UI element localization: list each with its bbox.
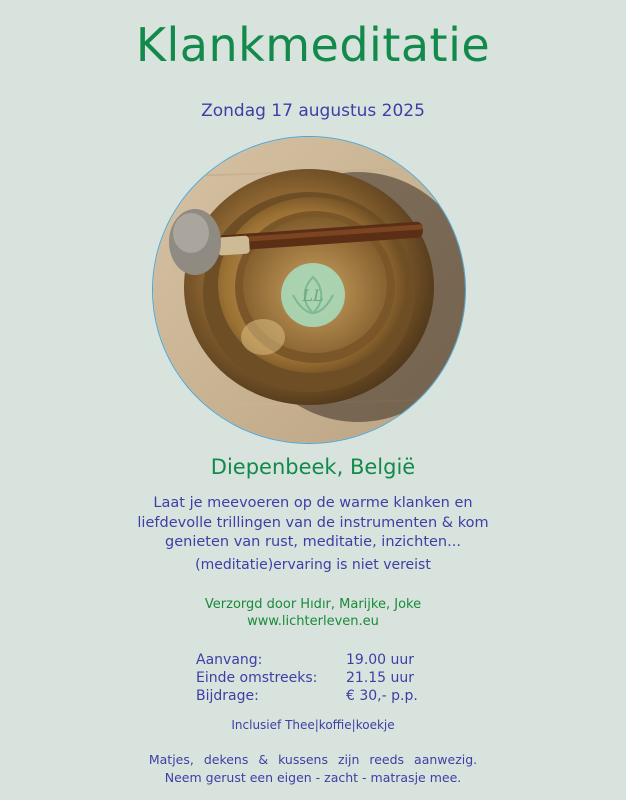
event-info-table <box>196 652 446 706</box>
intro-line: genieten van rust, meditatie, inzichten... <box>165 534 461 550</box>
page-title: Klankmeditatie <box>135 18 491 72</box>
logo-letters: LL <box>302 286 324 305</box>
end-label: Einde omstreeks: <box>196 670 318 686</box>
start-label: Aanvang: <box>196 652 263 668</box>
event-date: Zondag 17 augustus 2025 <box>201 101 425 121</box>
intro-line: Laat je meevoeren op de warme klanken en <box>153 495 473 511</box>
intro-line: liefdevolle trillingen van de instrumenten & kom <box>137 514 489 531</box>
start-value: 19.00 uur <box>346 652 415 668</box>
organizer-text: Verzorgd door Hıdır, Marijke, Joke <box>204 597 422 612</box>
footer-line: Matjes, dekens & kussens zijn reeds aanwezig. <box>148 752 478 767</box>
singing-bowl-photo <box>152 136 466 444</box>
footer-note <box>0 751 626 787</box>
info-row-end <box>196 670 446 688</box>
intro-text <box>100 494 526 553</box>
footer-line: Neem gerust een eigen - zacht - matrasje mee. <box>164 770 462 785</box>
website-link[interactable]: www.lichterleven.eu <box>247 614 379 629</box>
experience-note: (meditatie)ervaring is niet vereist <box>195 557 431 573</box>
info-row-contribution <box>196 688 446 706</box>
contribution-value: € 30,- p.p. <box>346 688 418 704</box>
info-row-start <box>196 652 446 670</box>
included-items: Inclusief Thee|koffie|koekje <box>231 718 395 732</box>
end-value: 21.15 uur <box>346 670 415 686</box>
event-location: Diepenbeek, België <box>210 455 416 479</box>
contribution-label: Bijdrage: <box>196 688 259 704</box>
